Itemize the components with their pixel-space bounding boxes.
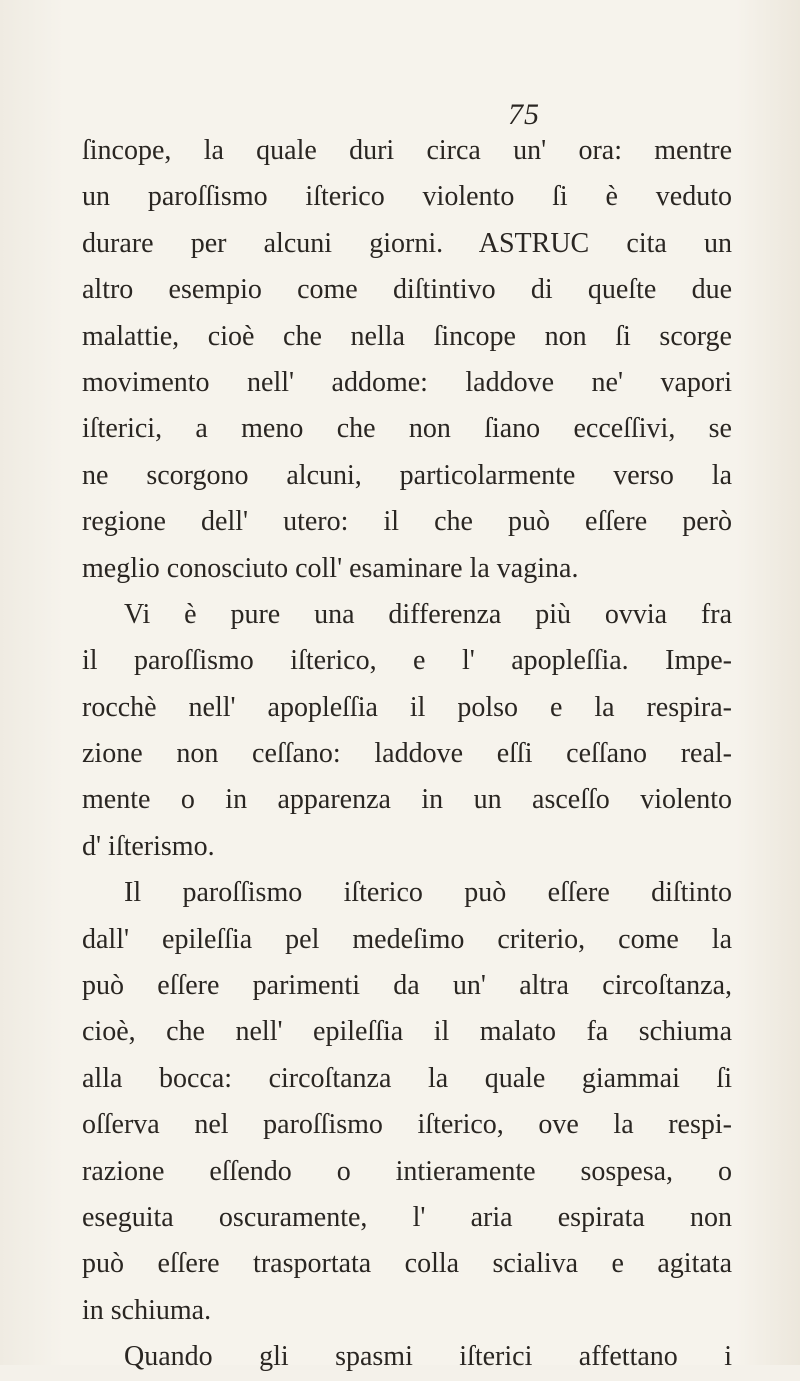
text-line: in schiuma. [82, 1294, 212, 1326]
text-line: Vi è pure una differenza più ovvia fra [124, 598, 732, 630]
page-number: 75 [508, 98, 540, 131]
text-line: può eſſere parimenti da un' altra circoſtanza, [82, 970, 732, 1002]
text-line: d' iſterismo. [82, 830, 215, 862]
text-line: un paroſſismo iſterico violento ſi è veduto [82, 181, 732, 213]
text-line: regione dell' utero: il che può eſſere però [82, 506, 732, 538]
text-line: razione eſſendo o intieramente sospesa, o [82, 1155, 732, 1187]
text-line: oſſerva nel paroſſismo iſterico, ove la respi- [82, 1109, 732, 1141]
text-line: mente o in apparenza in un asceſſo violento [82, 784, 732, 816]
text-line: meglio conosciuto coll' esaminare la vagina. [82, 552, 579, 584]
text-line: movimento nell' addome: laddove ne' vapori [82, 366, 732, 398]
text-line: Quando gli spasmi iſterici affettano i [124, 1341, 732, 1373]
text-line: ſincope, la quale duri circa un' ora: mentre [82, 135, 732, 166]
text-line: può eſſere trasportata colla scialiva e agitata [82, 1248, 732, 1280]
text-line: cioè, che nell' epileſſia il malato fa schiuma [82, 1016, 732, 1048]
text-line: iſterici, a meno che non ſiano ecceſſivi, se [82, 413, 732, 445]
text-line: ne scorgono alcuni, particolarmente verso la [82, 459, 732, 491]
text-line: eseguita oscuramente, l' aria espirata non [82, 1201, 732, 1233]
text-line: dall' epileſſia pel medeſimo criterio, come la [82, 923, 732, 955]
text-line: durare per alcuni giorni. ASTRUC cita un [82, 227, 732, 259]
text-line: malattie, cioè che nella ſincope non ſi scorge [82, 320, 732, 352]
text-line: zione non ceſſano: laddove eſſi ceſſano real- [82, 738, 732, 770]
text-line: altro esempio come diſtintivo di queſte due [82, 274, 732, 306]
text-line: il paroſſismo iſterico, e l' apopleſſia. Impe- [82, 645, 732, 677]
body-text [82, 128, 732, 1381]
text-line: Il paroſſismo iſterico può eſſere diſtinto [124, 877, 732, 909]
text-line: rocchè nell' apopleſſia il polso e la respira- [82, 691, 732, 723]
text-line: alla bocca: circoſtanza la quale giammai ſi [82, 1062, 732, 1094]
